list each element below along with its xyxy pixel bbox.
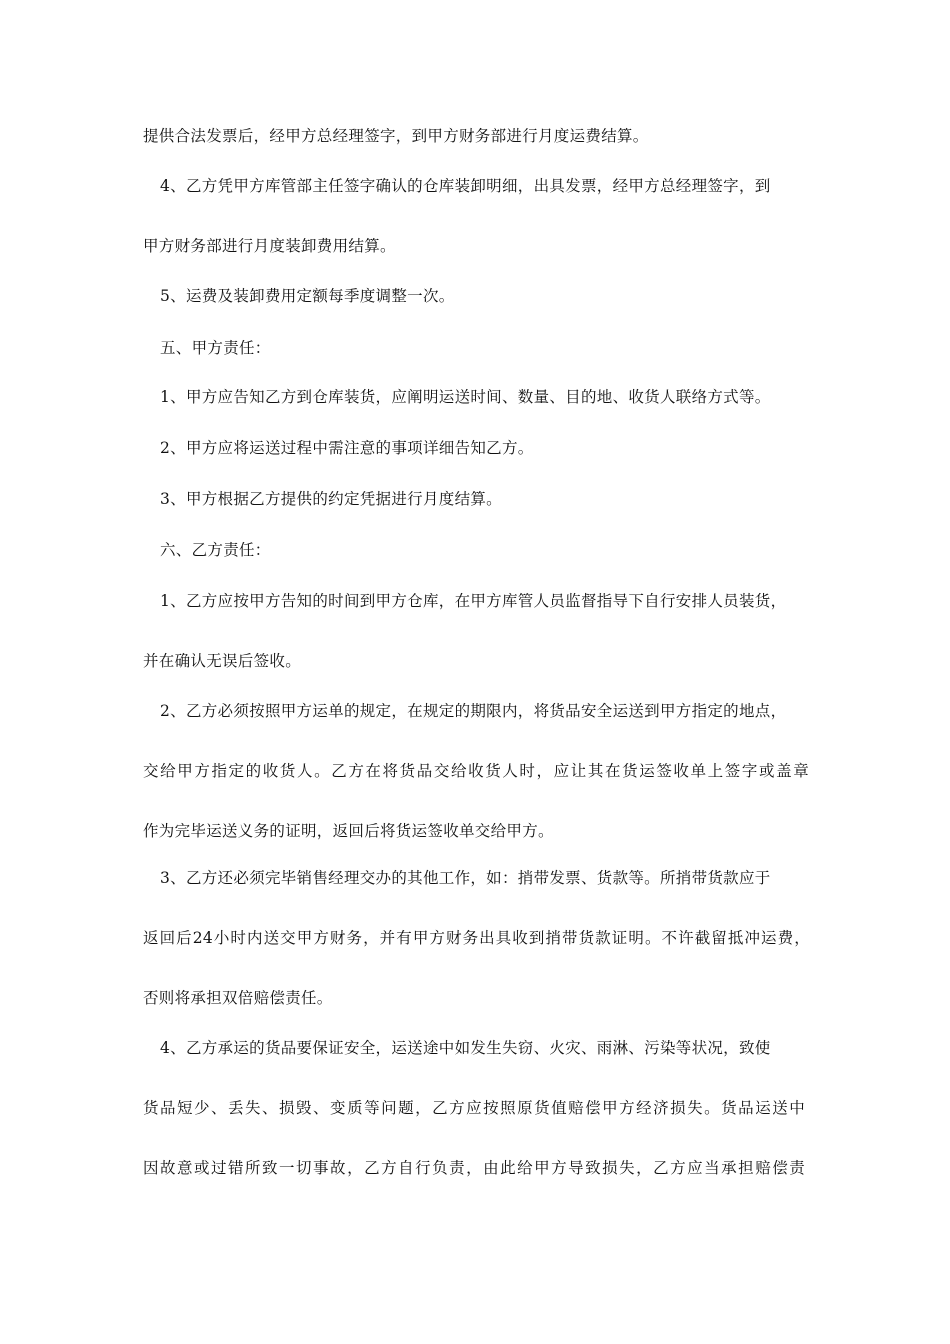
paragraph-line: 甲方财务部进行月度装卸费用结算。 bbox=[143, 237, 396, 255]
paragraph-line: 提供合法发票后，经甲方总经理签字，到甲方财务部进行月度运费结算。 bbox=[143, 127, 649, 145]
paragraph-line: 4、乙方承运的货品要保证安全，运送途中如发生失窃、火灾、雨淋、污染等状况，致使 bbox=[160, 1039, 771, 1057]
section-heading: 六、乙方责任： bbox=[160, 541, 271, 559]
paragraph-line: 交给甲方指定的收货人。乙方在将货品交给收货人时，应让其在货运签收单上签字或盖章 bbox=[143, 762, 809, 780]
paragraph-line: 货品短少、丢失、损毁、变质等问题，乙方应按照原货值赔偿甲方经济损失。货品运送中 bbox=[143, 1099, 805, 1117]
paragraph-line: 因故意或过错所致一切事故，乙方自行负责，由此给甲方导致损失，乙方应当承担赔偿责 bbox=[143, 1159, 805, 1177]
paragraph-line: 否则将承担双倍赔偿责任。 bbox=[143, 989, 333, 1007]
paragraph-line: 返回后24小时内送交甲方财务，并有甲方财务出具收到捎带货款证明。不许截留抵冲运费， bbox=[143, 929, 810, 947]
paragraph-line: 2、乙方必须按照甲方运单的规定，在规定的期限内，将货品安全运送到甲方指定的地点， bbox=[160, 702, 787, 720]
paragraph-line: 4、乙方凭甲方库管部主任签字确认的仓库装卸明细，出具发票，经甲方总经理签字，到 bbox=[160, 177, 771, 195]
paragraph-line: 3、乙方还必须完毕销售经理交办的其他工作，如：捎带发票、货款等。所捎带货款应于 bbox=[160, 869, 771, 887]
paragraph-line: 并在确认无误后签收。 bbox=[143, 652, 302, 670]
paragraph-line: 作为完毕运送义务的证明，返回后将货运签收单交给甲方。 bbox=[143, 822, 554, 840]
paragraph-line: 1、乙方应按甲方告知的时间到甲方仓库，在甲方库管人员监督指导下自行安排人员装货， bbox=[160, 592, 787, 610]
section-heading: 五、甲方责任： bbox=[160, 339, 271, 357]
paragraph-line: 5、运费及装卸费用定额每季度调整一次。 bbox=[160, 287, 455, 305]
paragraph-line: 2、甲方应将运送过程中需注意的事项详细告知乙方。 bbox=[160, 439, 534, 457]
paragraph-line: 3、甲方根据乙方提供的约定凭据进行月度结算。 bbox=[160, 490, 502, 508]
paragraph-line: 1、甲方应告知乙方到仓库装货，应阐明运送时间、数量、目的地、收货人联络方式等。 bbox=[160, 388, 771, 406]
